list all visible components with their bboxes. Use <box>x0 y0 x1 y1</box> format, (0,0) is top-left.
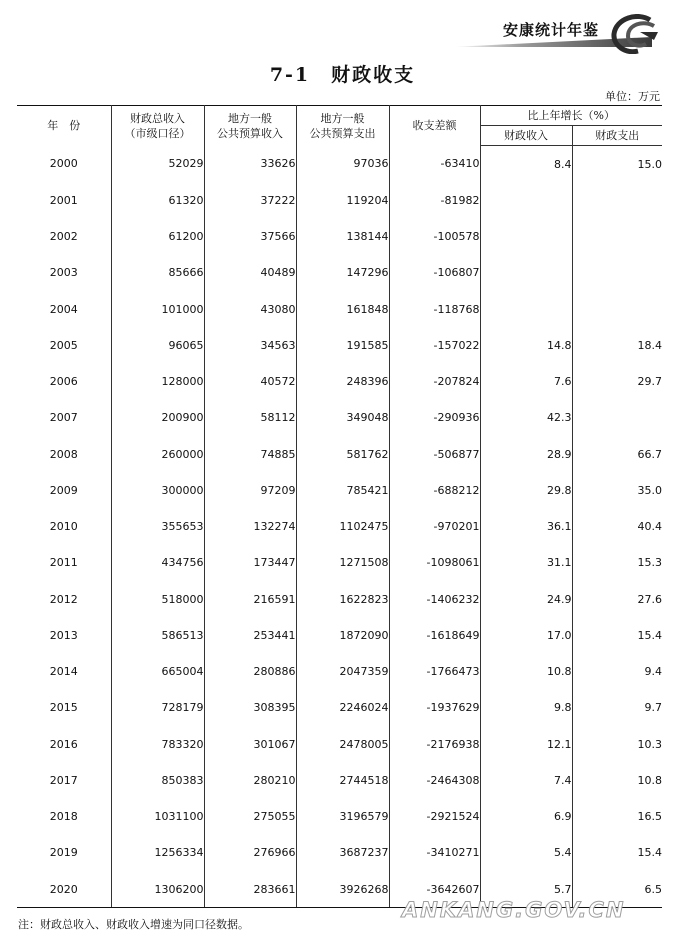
cell-local-revenue: 34563 <box>204 327 296 363</box>
table-row <box>17 617 662 653</box>
cell-year: 2007 <box>17 400 111 436</box>
cell-balance: -2921524 <box>389 799 480 835</box>
cell-growth-expenditure <box>572 182 662 218</box>
cell-total-revenue: 586513 <box>111 617 204 653</box>
cell-growth-revenue: 9.8 <box>480 690 572 726</box>
cell-balance: -100578 <box>389 219 480 255</box>
cell-year: 2000 <box>17 146 111 183</box>
cell-growth-expenditure: 18.4 <box>572 327 662 363</box>
table-row <box>17 291 662 327</box>
cell-growth-revenue: 24.9 <box>480 581 572 617</box>
table-row <box>17 835 662 871</box>
cell-growth-expenditure: 15.4 <box>572 835 662 871</box>
table-row <box>17 654 662 690</box>
cell-year: 2012 <box>17 581 111 617</box>
cell-local-revenue: 280886 <box>204 654 296 690</box>
cell-balance: -106807 <box>389 255 480 291</box>
header-local-expenditure: 地方一般 公共预算支出 <box>296 106 389 146</box>
cell-balance: -3642607 <box>389 871 480 908</box>
cell-local-expenditure: 161848 <box>296 291 389 327</box>
cell-total-revenue: 434756 <box>111 545 204 581</box>
header-growth-group: 比上年增长（%） <box>480 106 662 126</box>
cell-growth-revenue: 10.8 <box>480 654 572 690</box>
cell-growth-revenue <box>480 255 572 291</box>
cell-local-revenue: 173447 <box>204 545 296 581</box>
cell-balance: -2176938 <box>389 726 480 762</box>
cell-local-expenditure: 1622823 <box>296 581 389 617</box>
cell-growth-revenue <box>480 219 572 255</box>
cell-total-revenue: 1306200 <box>111 871 204 908</box>
cell-balance: -81982 <box>389 182 480 218</box>
cell-local-revenue: 33626 <box>204 146 296 183</box>
cell-local-revenue: 43080 <box>204 291 296 327</box>
cell-balance: -1406232 <box>389 581 480 617</box>
cell-growth-revenue: 17.0 <box>480 617 572 653</box>
cell-total-revenue: 518000 <box>111 581 204 617</box>
cell-total-revenue: 52029 <box>111 146 204 183</box>
cell-local-expenditure: 785421 <box>296 472 389 508</box>
table-row <box>17 400 662 436</box>
cell-balance: -290936 <box>389 400 480 436</box>
cell-local-expenditure: 349048 <box>296 400 389 436</box>
table-row <box>17 509 662 545</box>
cell-growth-expenditure <box>572 400 662 436</box>
table-row <box>17 219 662 255</box>
cell-balance: -207824 <box>389 364 480 400</box>
cell-local-revenue: 37222 <box>204 182 296 218</box>
fiscal-table <box>17 105 662 908</box>
cell-local-revenue: 253441 <box>204 617 296 653</box>
cell-growth-revenue: 7.6 <box>480 364 572 400</box>
cell-growth-revenue: 5.4 <box>480 835 572 871</box>
table-row <box>17 255 662 291</box>
cell-growth-revenue: 5.7 <box>480 871 572 908</box>
cell-local-revenue: 97209 <box>204 472 296 508</box>
cell-year: 2019 <box>17 835 111 871</box>
cell-growth-expenditure <box>572 255 662 291</box>
header-growth-expenditure: 财政支出 <box>572 126 662 146</box>
cell-year: 2005 <box>17 327 111 363</box>
cell-growth-expenditure <box>572 219 662 255</box>
cell-year: 2020 <box>17 871 111 908</box>
watermark: ANKANG.GOV.CN <box>402 898 626 922</box>
cell-local-revenue: 283661 <box>204 871 296 908</box>
cell-total-revenue: 665004 <box>111 654 204 690</box>
table-row <box>17 146 662 183</box>
cell-total-revenue: 300000 <box>111 472 204 508</box>
cell-growth-expenditure: 29.7 <box>572 364 662 400</box>
cell-balance: -157022 <box>389 327 480 363</box>
cell-total-revenue: 128000 <box>111 364 204 400</box>
table-row <box>17 762 662 798</box>
cell-year: 2011 <box>17 545 111 581</box>
header-year: 年 份 <box>17 106 111 146</box>
cell-year: 2016 <box>17 726 111 762</box>
cell-total-revenue: 728179 <box>111 690 204 726</box>
table-row <box>17 182 662 218</box>
cell-growth-revenue: 31.1 <box>480 545 572 581</box>
table-row <box>17 581 662 617</box>
cell-local-expenditure: 2047359 <box>296 654 389 690</box>
table-row <box>17 799 662 835</box>
cell-local-expenditure: 3196579 <box>296 799 389 835</box>
cell-year: 2004 <box>17 291 111 327</box>
cell-local-revenue: 275055 <box>204 799 296 835</box>
cell-total-revenue: 101000 <box>111 291 204 327</box>
cell-growth-revenue: 12.1 <box>480 726 572 762</box>
cell-local-revenue: 276966 <box>204 835 296 871</box>
cell-growth-expenditure: 16.5 <box>572 799 662 835</box>
cell-local-expenditure: 191585 <box>296 327 389 363</box>
cell-total-revenue: 85666 <box>111 255 204 291</box>
cell-local-expenditure: 3926268 <box>296 871 389 908</box>
cell-growth-revenue: 29.8 <box>480 472 572 508</box>
cell-total-revenue: 61200 <box>111 219 204 255</box>
cell-growth-expenditure: 6.5 <box>572 871 662 908</box>
cell-local-revenue: 40489 <box>204 255 296 291</box>
cell-balance: -970201 <box>389 509 480 545</box>
cell-growth-expenditure: 9.7 <box>572 690 662 726</box>
header-local-revenue: 地方一般 公共预算收入 <box>204 106 296 146</box>
cell-balance: -63410 <box>389 146 480 183</box>
cell-local-expenditure: 3687237 <box>296 835 389 871</box>
cell-local-expenditure: 147296 <box>296 255 389 291</box>
cell-year: 2013 <box>17 617 111 653</box>
cell-total-revenue: 200900 <box>111 400 204 436</box>
cell-local-revenue: 280210 <box>204 762 296 798</box>
cell-total-revenue: 850383 <box>111 762 204 798</box>
cell-growth-revenue: 28.9 <box>480 436 572 472</box>
cell-year: 2008 <box>17 436 111 472</box>
cell-growth-expenditure: 10.8 <box>572 762 662 798</box>
cell-total-revenue: 61320 <box>111 182 204 218</box>
cell-balance: -1937629 <box>389 690 480 726</box>
table-row <box>17 436 662 472</box>
cell-growth-revenue: 7.4 <box>480 762 572 798</box>
cell-growth-expenditure: 10.3 <box>572 726 662 762</box>
yearbook-logo-icon <box>610 14 662 54</box>
cell-local-revenue: 301067 <box>204 726 296 762</box>
table-row <box>17 690 662 726</box>
table-row <box>17 472 662 508</box>
table-row <box>17 726 662 762</box>
cell-local-revenue: 40572 <box>204 364 296 400</box>
cell-balance: -1098061 <box>389 545 480 581</box>
cell-local-expenditure: 2246024 <box>296 690 389 726</box>
cell-growth-expenditure: 35.0 <box>572 472 662 508</box>
cell-year: 2018 <box>17 799 111 835</box>
cell-local-expenditure: 97036 <box>296 146 389 183</box>
cell-total-revenue: 1031100 <box>111 799 204 835</box>
cell-growth-expenditure: 15.0 <box>572 146 662 183</box>
cell-local-expenditure: 2478005 <box>296 726 389 762</box>
cell-local-revenue: 216591 <box>204 581 296 617</box>
cell-total-revenue: 96065 <box>111 327 204 363</box>
table-row <box>17 327 662 363</box>
cell-growth-revenue: 6.9 <box>480 799 572 835</box>
table-row <box>17 545 662 581</box>
unit-label: 单位：万元 <box>605 90 660 103</box>
cell-year: 2014 <box>17 654 111 690</box>
cell-year: 2001 <box>17 182 111 218</box>
cell-growth-expenditure: 15.4 <box>572 617 662 653</box>
cell-growth-revenue: 14.8 <box>480 327 572 363</box>
cell-balance: -506877 <box>389 436 480 472</box>
cell-local-revenue: 37566 <box>204 219 296 255</box>
cell-balance: -1766473 <box>389 654 480 690</box>
header-total-revenue: 财政总收入 （市级口径） <box>111 106 204 146</box>
cell-growth-revenue: 8.4 <box>480 146 572 183</box>
cell-total-revenue: 260000 <box>111 436 204 472</box>
cell-growth-expenditure: 66.7 <box>572 436 662 472</box>
cell-year: 2002 <box>17 219 111 255</box>
cell-balance: -118768 <box>389 291 480 327</box>
cell-growth-expenditure: 27.6 <box>572 581 662 617</box>
cell-balance: -2464308 <box>389 762 480 798</box>
cell-total-revenue: 783320 <box>111 726 204 762</box>
cell-growth-expenditure: 9.4 <box>572 654 662 690</box>
cell-year: 2009 <box>17 472 111 508</box>
table-row <box>17 364 662 400</box>
footnote: 注：财政总收入、财政收入增速为同口径数据。 <box>18 918 249 931</box>
cell-total-revenue: 1256334 <box>111 835 204 871</box>
cell-growth-revenue <box>480 182 572 218</box>
cell-growth-revenue <box>480 291 572 327</box>
cell-local-revenue: 74885 <box>204 436 296 472</box>
cell-year: 2010 <box>17 509 111 545</box>
cell-year: 2006 <box>17 364 111 400</box>
cell-local-expenditure: 1102475 <box>296 509 389 545</box>
cell-local-expenditure: 1872090 <box>296 617 389 653</box>
cell-local-expenditure: 1271508 <box>296 545 389 581</box>
cell-total-revenue: 355653 <box>111 509 204 545</box>
cell-growth-revenue: 42.3 <box>480 400 572 436</box>
cell-balance: -1618649 <box>389 617 480 653</box>
cell-balance: -3410271 <box>389 835 480 871</box>
cell-local-expenditure: 248396 <box>296 364 389 400</box>
book-title: 安康统计年鉴 <box>503 21 600 39</box>
cell-growth-revenue: 36.1 <box>480 509 572 545</box>
cell-year: 2003 <box>17 255 111 291</box>
page-title: 7-1 财政收支 <box>269 64 416 86</box>
cell-local-expenditure: 138144 <box>296 219 389 255</box>
header-growth-revenue: 财政收入 <box>480 126 572 146</box>
cell-growth-expenditure <box>572 291 662 327</box>
cell-local-expenditure: 581762 <box>296 436 389 472</box>
cell-year: 2017 <box>17 762 111 798</box>
cell-local-expenditure: 119204 <box>296 182 389 218</box>
header-balance: 收支差额 <box>389 106 480 146</box>
cell-growth-expenditure: 40.4 <box>572 509 662 545</box>
cell-local-revenue: 58112 <box>204 400 296 436</box>
cell-local-revenue: 308395 <box>204 690 296 726</box>
cell-balance: -688212 <box>389 472 480 508</box>
cell-local-revenue: 132274 <box>204 509 296 545</box>
cell-growth-expenditure: 15.3 <box>572 545 662 581</box>
cell-local-expenditure: 2744518 <box>296 762 389 798</box>
cell-year: 2015 <box>17 690 111 726</box>
